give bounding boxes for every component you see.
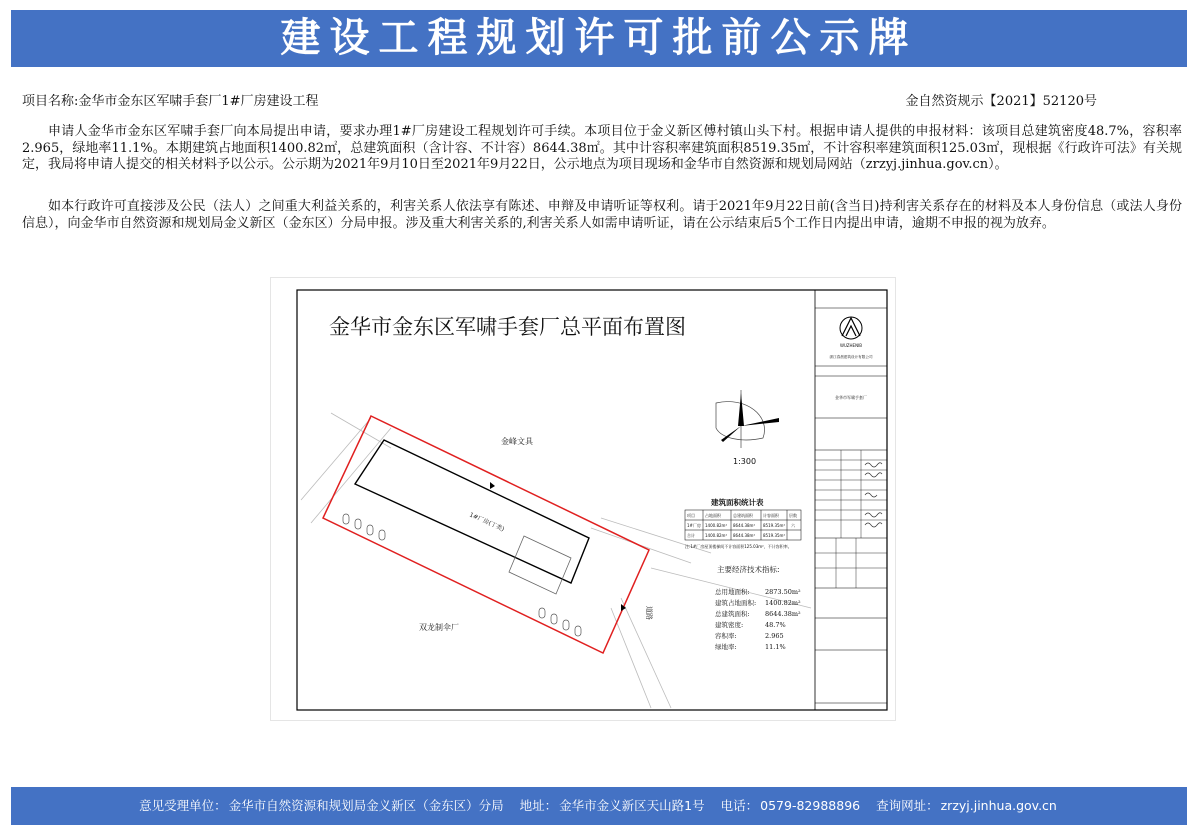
site-plan-drawing	[270, 277, 896, 721]
titleblock-grid	[815, 308, 887, 703]
indicator-label: 绿地率:	[715, 643, 737, 651]
entrance-arrow-north	[490, 482, 495, 489]
area-th-item: 项目	[687, 513, 695, 518]
company-name: 浙江春晨建筑设计有限公司	[829, 355, 873, 359]
area-cell: 1400.82m²	[705, 533, 728, 538]
neighbor-south-label: 双龙制伞厂	[419, 623, 459, 632]
area-cell: 8519.35m²	[763, 523, 786, 528]
area-table-title: 建筑面积统计表	[711, 498, 764, 507]
area-cell: 8644.38m²	[733, 523, 756, 528]
indicator-value: 2873.50m²	[765, 588, 801, 596]
area-cell: 1400.82m²	[705, 523, 728, 528]
titleblock-project-name: 金华市军啸手套厂	[835, 395, 867, 400]
notice-title-banner	[11, 10, 1187, 67]
contact-footer	[11, 787, 1187, 825]
area-cell: 8644.38m²	[733, 533, 756, 538]
company-logo-icon	[840, 317, 862, 339]
indicator-label: 建筑占地面积:	[715, 599, 757, 607]
area-cell: 合计	[687, 533, 695, 538]
indicator-label: 容积率:	[715, 632, 737, 640]
building-label: 1#厂房(丁类)	[468, 511, 506, 534]
indicator-value: 2.965	[765, 632, 784, 640]
document-number: 金自然资规示【2021】52120号	[905, 94, 1097, 109]
footer-unit-label: 意见受理单位：	[139, 798, 227, 813]
indicator-value: 1400.82m²	[765, 599, 801, 607]
road-label: 道路	[645, 606, 653, 620]
titleblock-signature-rows	[815, 450, 887, 588]
footer-phone: 0579-82988896	[760, 798, 861, 813]
footer-unit: 金华市自然资源和规划局金义新区（金东区）分局	[228, 798, 504, 813]
area-cell: 8519.35m²	[763, 533, 786, 538]
signatures	[865, 463, 882, 527]
indicator-value: 11.1%	[765, 643, 786, 651]
entrance-arrow-east	[621, 604, 626, 611]
notice-title: 建设工程规划许可批前公示牌	[280, 15, 918, 61]
area-th-footprint: 占地面积	[705, 513, 721, 518]
area-th-total: 总建筑面积	[733, 513, 753, 518]
footer-address-label: 地址：	[519, 798, 558, 813]
site-plan-svg	[271, 278, 895, 720]
company-stamp-text: WUZHENIB	[839, 343, 863, 348]
plan-title: 金华市金东区军啸手套厂总平面布置图	[329, 315, 686, 339]
indicator-value: 48.7%	[765, 621, 786, 629]
notice-paragraph-1: 申请人金华市金东区军啸手套厂向本局提出申请，要求办理1#厂房建设工程规划许可手续。本项目位于金义新区傅村镇山头下村。根据申请人提供的申报材料：该项目总建筑密度48.7%，容积率2.965，绿地率11.1%。本期建筑占地面积1400.82㎡，总建筑面积（含计容、不计容）8644.38㎡。其中计容积率建筑面积8519.35㎡，不计容积率建筑面积125.03㎡，现根据《行政许可法》有关规定，我局将申请人提交的相关材料予以公示。公示期为2021年9月10日至2021年9月22日，公示地点为项目现场和金华市自然资源和规划局网站（zrzyj.jinhua.gov.cn）。	[22, 124, 1182, 172]
area-th-floors: 层数	[789, 513, 797, 518]
indicator-label: 建筑密度:	[715, 621, 744, 629]
project-name: 项目名称:金华市金东区军啸手套厂1#厂房建设工程	[22, 94, 319, 109]
area-cell: 六	[791, 523, 795, 528]
indicator-label: 总建筑面积:	[715, 610, 750, 618]
annex-outline	[509, 536, 571, 594]
footer-website-link[interactable]: zrzyj.jinhua.gov.cn	[940, 798, 1057, 813]
indicator-label: 总用地面积:	[715, 588, 750, 596]
plan-scale: 1:300	[733, 457, 757, 466]
indicators-title: 主要经济技术指标:	[717, 565, 780, 574]
notice-paragraph-2: 如本行政许可直接涉及公民（法人）之间重大利益关系的，利害关系人依法享有陈述、申辩及申请听证等权利。请于2021年9月22日前(含当日)持利害关系存在的材料及本人身份信息（或法人身份信息），向金华市自然资源和规划局金义新区（金东区）分局申报。涉及重大利害关系的,利害关系人如需申请听证，请在公示结束后5个工作日内提出申请，逾期不申报的视为放弃。	[22, 199, 1182, 231]
area-table-note: 注:1#厂房屋顶楼梯间不计容面积125.03m²，不计容积率。	[685, 544, 792, 549]
neighbor-north-label: 金峰文具	[501, 437, 533, 446]
footer-website-label: 查询网址：	[876, 798, 939, 813]
footer-phone-label: 电话：	[720, 798, 759, 813]
indicator-value: 8644.38m²	[765, 610, 801, 618]
area-cell: 1#厂房	[687, 523, 701, 528]
north-arrow-icon	[716, 390, 779, 448]
area-th-far: 计容面积	[763, 513, 779, 518]
footer-address: 金华市金义新区天山路1号	[559, 798, 705, 813]
